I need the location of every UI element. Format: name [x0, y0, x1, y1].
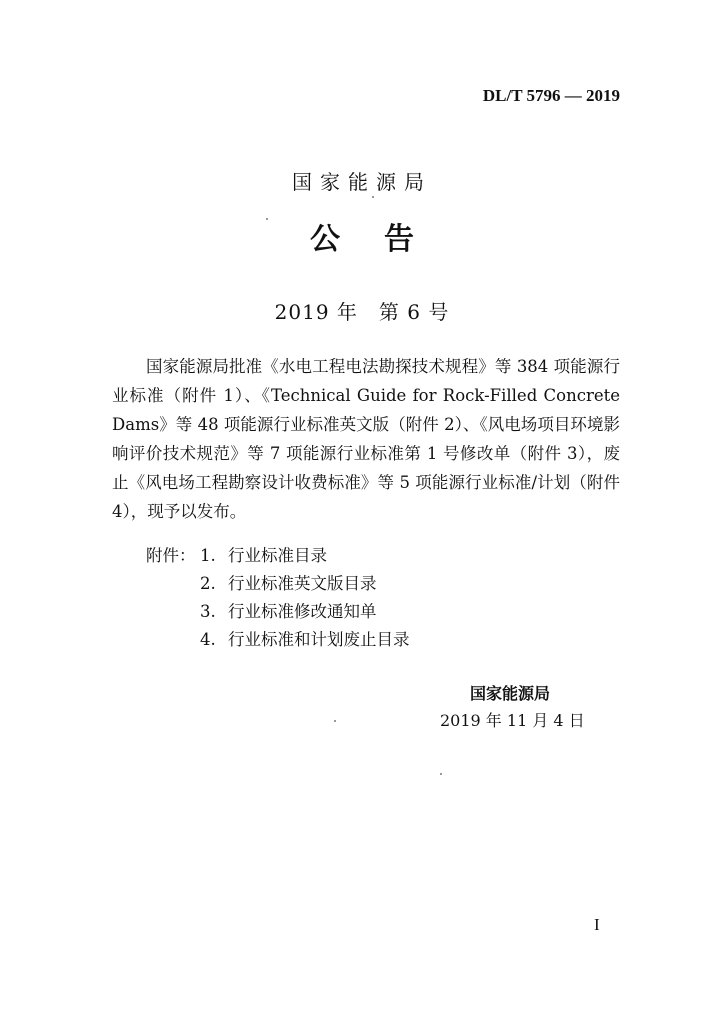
attachment-number: 4. — [200, 630, 216, 649]
attachment-label: 行业标准和计划废止目录 — [228, 630, 410, 649]
attachment-item — [146, 626, 410, 654]
attachment-label: 行业标准目录 — [228, 546, 327, 565]
attachment-label: 行业标准修改通知单 — [228, 602, 377, 621]
attachment-number: 3. — [200, 602, 216, 621]
scan-speck — [440, 773, 442, 775]
announcement-body: 国家能源局批准《水电工程电法勘探技术规程》等 384 项能源行业标准（附件 1）、《Technical Guide for Rock-Filled Concrete Dams》等 48 项能源行业标准英文版（附件 2）、《风电场项目环境影响评价技术规范》等 7 项能源行业标准第 1 号修改单（附件 3），废止《风电场工程勘察设计收费标准》等 5 项能源行业标准/计划（附件 4），现予以发布。 — [112, 357, 620, 521]
announcement-number: 2019 年 第 6 号 — [274, 300, 450, 324]
attachment-label: 行业标准英文版目录 — [228, 574, 377, 593]
attachment-item — [146, 598, 410, 626]
signature-date: 2019 年 11 月 4 日 — [440, 711, 585, 730]
attachment-item — [146, 570, 410, 598]
attachment-number: 1. — [200, 546, 216, 565]
page-number: I — [594, 915, 600, 934]
scan-speck — [334, 720, 336, 722]
scan-speck — [372, 196, 374, 198]
document-code: DL/T 5796 — 2019 — [482, 86, 620, 105]
signature-organization: 国家能源局 — [470, 684, 551, 703]
attachments-prefix: 附件： — [146, 546, 196, 565]
announcement-title: 公告 — [310, 222, 458, 257]
attachment-number: 2. — [200, 574, 216, 593]
attachment-item — [146, 542, 410, 570]
attachments-list — [146, 542, 410, 654]
issuer-heading: 国家能源局 — [292, 170, 432, 194]
scan-speck — [266, 218, 268, 220]
